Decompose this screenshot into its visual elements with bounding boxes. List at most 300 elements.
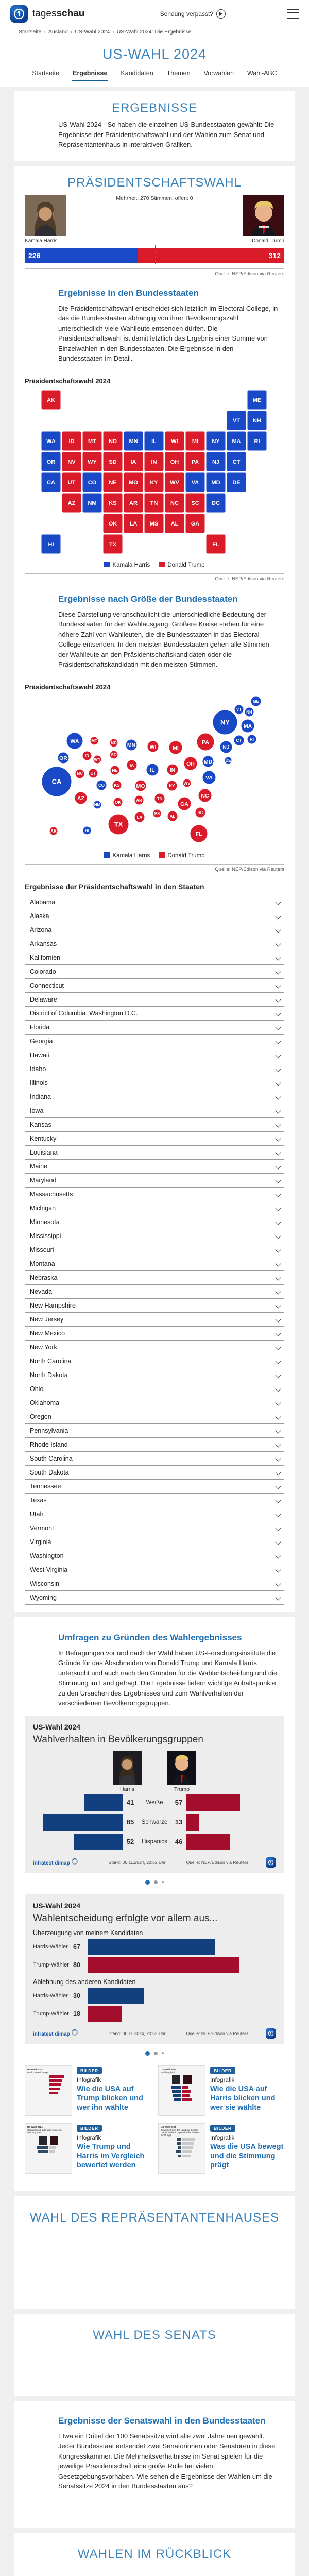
svg-text:DE: DE: [225, 758, 231, 762]
state-accordion-row-louisiana[interactable]: [25, 1145, 284, 1159]
map-state-ND[interactable]: [103, 431, 123, 451]
state-name: Oregon: [30, 1413, 52, 1420]
teaser-title[interactable]: Was die USA bewegt und die Stimmung prägt: [210, 2142, 284, 2170]
trump-bar: [186, 1834, 230, 1850]
state-accordion-row-north-carolina[interactable]: [25, 1354, 284, 1368]
map-state-SD[interactable]: [103, 452, 123, 471]
state-name: Oklahoma: [30, 1399, 59, 1406]
map-state-MI[interactable]: [185, 431, 205, 451]
svg-text:UT: UT: [68, 480, 76, 486]
svg-text:IN: IN: [151, 459, 157, 465]
map-state-CA[interactable]: [41, 472, 61, 492]
group-label: Hispanics: [138, 1839, 171, 1845]
trump-value: 13: [171, 1818, 186, 1826]
teaser-thumbnail[interactable]: [158, 2065, 205, 2116]
teaser-kicker: Infografik: [77, 2135, 151, 2141]
harris-bar: [84, 1794, 123, 1811]
state-accordion-row-tennessee[interactable]: [25, 1479, 284, 1493]
carousel-dot-2[interactable]: [154, 2052, 158, 2055]
state-accordion-row-minnesota[interactable]: [25, 1215, 284, 1229]
carousel-dot-2[interactable]: [154, 1880, 158, 1884]
state-accordion-row-missouri[interactable]: [25, 1243, 284, 1257]
demographics-chart-card: [25, 1716, 284, 1873]
state-accordion-row-alaska[interactable]: [25, 909, 284, 923]
thumb-bars: [27, 2075, 70, 2095]
chevron-down-icon: [275, 1511, 281, 1517]
senate-results-text: Etwa ein Drittel der 100 Senatssitze wird alle zwei Jahre neu gewählt. Jeder Bundesstaat entsendet zwei Senatorinnen oder Senatoren in diese Kongresskammer. Die Mehrheitsverhältnisse im Senat spielen für die jeweilige Präsidentschaft eine große Rolle bei vielen Gesetzgebungsvorhaben. Wie sehen die Ergebnisse der Wahlen um die Senatssitze 2024 in den Bundesstaaten aus?: [58, 2431, 279, 2492]
map-state-KS[interactable]: [103, 493, 123, 513]
bubble-state-CO[interactable]: [96, 780, 107, 790]
svg-text:CT: CT: [233, 459, 241, 465]
state-accordion-row-idaho[interactable]: [25, 1062, 284, 1076]
svg-text:SC: SC: [197, 810, 203, 815]
map-state-NC[interactable]: [165, 493, 184, 513]
bubble-state-ND[interactable]: [110, 739, 118, 747]
chevron-down-icon: [275, 1525, 281, 1531]
map-state-NM[interactable]: [82, 493, 102, 513]
svg-text:MO: MO: [129, 480, 138, 486]
teaser-1: [25, 2065, 151, 2116]
state-accordion-row-ohio[interactable]: [25, 1382, 284, 1396]
head-to-head: [14, 191, 295, 244]
bubble-state-DE[interactable]: [225, 757, 232, 764]
group-label: Schwarze: [138, 1819, 171, 1825]
bubble-state-MS[interactable]: [153, 809, 161, 818]
harris-bar: [74, 1834, 123, 1850]
thumb-text: Profilvergleich: [161, 2071, 203, 2074]
state-accordion-row-alabama[interactable]: [25, 895, 284, 909]
teaser-thumbnail[interactable]: [25, 2065, 72, 2116]
bubble-state-WV[interactable]: [183, 779, 191, 787]
breadcrumb-item-2[interactable]: Ausland: [48, 29, 68, 35]
bubble-state-HI[interactable]: [83, 826, 91, 835]
state-name: Nevada: [30, 1288, 52, 1295]
state-accordion-row-south-carolina[interactable]: [25, 1451, 284, 1465]
voter-label: Harris-Wähler: [33, 1944, 73, 1950]
chevron-down-icon: [275, 1163, 281, 1169]
bubble-state-IN[interactable]: [167, 764, 178, 775]
svg-text:MI: MI: [192, 438, 198, 445]
map-state-CO[interactable]: [82, 472, 102, 492]
map-state-MS[interactable]: [144, 514, 164, 533]
bubble-state-AZ[interactable]: [75, 792, 87, 804]
map-state-IL[interactable]: [144, 431, 164, 451]
svg-text:VT: VT: [236, 707, 242, 711]
state-name: Maryland: [30, 1177, 56, 1184]
svg-text:MS: MS: [150, 521, 159, 527]
map-state-IA[interactable]: [124, 452, 143, 471]
svg-text:MD: MD: [211, 480, 220, 486]
svg-text:IL: IL: [151, 438, 157, 445]
thumb-bars: [27, 2146, 70, 2154]
breadcrumb-item-1[interactable]: Startseite: [19, 29, 41, 35]
svg-text:NY: NY: [212, 438, 220, 445]
teaser-text: [210, 2123, 284, 2174]
chevron-down-icon: [275, 1205, 281, 1211]
svg-text:NE: NE: [109, 480, 116, 486]
state-accordion-row-georgia[interactable]: [25, 1034, 284, 1048]
svg-text:WI: WI: [171, 438, 178, 445]
state-name: Missouri: [30, 1246, 54, 1253]
chevron-down-icon: [275, 1261, 281, 1266]
infratest-dimap-logo: infratest dimap: [33, 1858, 78, 1866]
bubble-state-TN[interactable]: [154, 793, 165, 804]
chevron-down-icon: [275, 1400, 281, 1405]
state-accordion-row-massachusetts[interactable]: [25, 1187, 284, 1201]
svg-text:IL: IL: [150, 767, 155, 773]
map-state-AL[interactable]: [165, 514, 184, 533]
bubble-state-ME[interactable]: [251, 696, 261, 706]
bubble-state-NV[interactable]: [75, 769, 84, 778]
map-state-MO[interactable]: [124, 472, 143, 492]
chevron-down-icon: [275, 1038, 281, 1044]
state-accordion-row-new-york[interactable]: [25, 1340, 284, 1354]
svg-text:NV: NV: [67, 459, 76, 465]
state-accordion-row-new-jersey[interactable]: [25, 1312, 284, 1326]
bubble-state-IA[interactable]: [127, 760, 137, 770]
state-accordion-row-kentucky[interactable]: [25, 1131, 284, 1145]
map-state-PA[interactable]: [185, 452, 205, 471]
bubble-state-MA[interactable]: [241, 719, 254, 733]
svg-text:KS: KS: [114, 783, 120, 787]
svg-text:OR: OR: [59, 755, 67, 761]
sendung-verpasst-link[interactable]: [160, 9, 226, 19]
bubble-state-NJ[interactable]: [220, 741, 232, 753]
carousel-dot-1[interactable]: [145, 2051, 150, 2056]
map-state-NY[interactable]: [206, 431, 226, 451]
map-state-NE[interactable]: [103, 472, 123, 492]
chevron-down-icon: [275, 1414, 281, 1419]
svg-text:KY: KY: [150, 480, 158, 486]
map-state-ME[interactable]: [247, 390, 267, 410]
bubble-state-NH[interactable]: [245, 707, 254, 717]
map-state-UT[interactable]: [62, 472, 81, 492]
trump-bar: [186, 1794, 240, 1811]
map-state-MD[interactable]: [206, 472, 226, 492]
carousel-dot-3[interactable]: [162, 2052, 164, 2054]
teaser-thumbnail[interactable]: [158, 2123, 205, 2174]
map-state-NH[interactable]: [247, 411, 267, 430]
state-accordion-row-kansas[interactable]: [25, 1117, 284, 1131]
state-accordion-row-west-virginia[interactable]: [25, 1563, 284, 1577]
demo-row-hispanics: [33, 1833, 276, 1851]
state-accordion-row-montana[interactable]: [25, 1257, 284, 1270]
bubble-state-PA[interactable]: [197, 733, 214, 751]
svg-text:WV: WV: [170, 480, 179, 486]
bubble-state-KY[interactable]: [167, 781, 177, 791]
svg-text:CA: CA: [47, 480, 55, 486]
chevron-down-icon: [275, 1010, 281, 1016]
bubble-state-TX[interactable]: [108, 814, 129, 835]
bubble-state-VA[interactable]: [202, 771, 216, 784]
bubble-state-AR[interactable]: [134, 795, 144, 805]
chevron-down-icon: [275, 1455, 281, 1461]
breadcrumb-separator: ›: [71, 29, 73, 35]
svg-text:ME: ME: [253, 699, 260, 703]
state-accordion-row-washington[interactable]: [25, 1549, 284, 1563]
harris-bar: [43, 1814, 123, 1831]
review-title: WAHLEN IM RÜCKBLICK: [14, 2533, 295, 2566]
results-intro-card: [14, 91, 295, 161]
chevron-down-icon: [275, 1595, 281, 1600]
bubble-state-ID[interactable]: [82, 751, 92, 760]
bilder-badge: BILDER: [77, 2125, 102, 2132]
map-state-VT[interactable]: [227, 411, 246, 430]
bubble-state-VT[interactable]: [234, 705, 244, 714]
state-name: New Jersey: [30, 1316, 63, 1323]
state-name: Mississippi: [30, 1232, 61, 1240]
bubble-state-CT[interactable]: [234, 735, 244, 745]
bubble-state-RI[interactable]: [247, 735, 256, 744]
state-accordion-row-maine[interactable]: [25, 1159, 284, 1173]
state-accordion-row-kalifornien[interactable]: [25, 951, 284, 964]
svg-text:ME: ME: [253, 397, 262, 403]
map-state-WY[interactable]: [82, 452, 102, 471]
state-accordion-row-arizona[interactable]: [25, 923, 284, 937]
map-state-AZ[interactable]: [62, 493, 81, 513]
chevron-down-icon: [275, 1469, 281, 1475]
state-accordion-row-pennsylvania[interactable]: [25, 1423, 284, 1437]
map-state-ID[interactable]: [62, 431, 81, 451]
map-state-HI[interactable]: [41, 534, 61, 554]
state-accordion-row-wisconsin[interactable]: [25, 1577, 284, 1590]
map-state-NJ[interactable]: [206, 452, 226, 471]
tagesschau-logo-icon[interactable]: [10, 5, 28, 23]
map-state-WA[interactable]: [41, 431, 61, 451]
state-accordion-row-florida[interactable]: [25, 1020, 284, 1034]
tab-startseite[interactable]: Startseite: [31, 67, 60, 81]
map-state-IN[interactable]: [144, 452, 164, 471]
map-state-MA[interactable]: [227, 431, 246, 451]
map-state-NV[interactable]: [62, 452, 81, 471]
teaser-thumbnail[interactable]: [25, 2123, 72, 2174]
donald-trump-photo: [243, 195, 284, 236]
map-state-SC[interactable]: [185, 493, 205, 513]
state-accordion-row-indiana[interactable]: [25, 1090, 284, 1104]
svg-text:GA: GA: [180, 801, 188, 807]
bubble-state-AL[interactable]: [167, 811, 178, 821]
map-state-FL[interactable]: [206, 534, 226, 554]
trump-ev-bar: [138, 248, 284, 263]
map-state-GA[interactable]: [185, 514, 205, 533]
map-state-TN[interactable]: [144, 493, 164, 513]
breadcrumb-item-3[interactable]: US-Wahl 2024: [75, 29, 110, 35]
state-accordion-row-virginia[interactable]: [25, 1535, 284, 1549]
state-accordion-row-new-mexico[interactable]: [25, 1326, 284, 1340]
svg-text:NM: NM: [88, 500, 96, 506]
map-state-RI[interactable]: [247, 431, 267, 451]
bubble-state-LA[interactable]: [134, 812, 145, 822]
chevron-down-icon: [275, 1428, 281, 1433]
map-state-OH[interactable]: [165, 452, 184, 471]
svg-text:SD: SD: [109, 459, 116, 465]
harris-color-swatch: [104, 852, 110, 858]
breadcrumb-item-4[interactable]: US-Wahl 2024: Die Ergebnisse: [117, 29, 192, 35]
state-accordion-row-arkansas[interactable]: [25, 937, 284, 951]
bubble-state-NC[interactable]: [198, 789, 212, 802]
state-accordion-row-texas[interactable]: [25, 1493, 284, 1507]
trump-color-swatch: [159, 852, 165, 858]
bubble-state-GA[interactable]: [178, 797, 191, 810]
svg-text:WY: WY: [88, 459, 97, 465]
state-name: West Virginia: [30, 1566, 67, 1573]
svg-text:MN: MN: [127, 742, 135, 748]
teaser-4: [158, 2123, 284, 2174]
chevron-down-icon: [275, 1247, 281, 1252]
svg-text:MA: MA: [244, 723, 252, 729]
state-accordion-row-wyoming[interactable]: [25, 1590, 284, 1604]
chart-a-title: Wahlverhalten in Bevölkerungsgruppen: [33, 1734, 276, 1745]
motivation-row: [33, 1957, 276, 1973]
map-state-CT[interactable]: [227, 452, 246, 471]
rep-bar: [88, 2006, 122, 2022]
bubble-state-MT[interactable]: [90, 737, 98, 745]
state-accordion-row-oklahoma[interactable]: [25, 1396, 284, 1410]
carousel-dot-1[interactable]: [145, 1880, 150, 1885]
bubble-state-SC[interactable]: [195, 807, 205, 818]
state-accordion-row-mississippi[interactable]: [25, 1229, 284, 1243]
bubble-state-FL[interactable]: [190, 825, 208, 842]
state-accordion-row-rhode-island[interactable]: [25, 1437, 284, 1451]
teaser-title[interactable]: Wie Trump und Harris im Vergleich bewertet werden: [77, 2142, 151, 2170]
map-state-WV[interactable]: [165, 472, 184, 492]
tab-wahlabc[interactable]: Wahl-ABC: [246, 67, 278, 81]
value: 80: [73, 1961, 88, 1969]
president-bubble-map[interactable]: [14, 694, 295, 849]
chevron-down-icon: [275, 1191, 281, 1197]
teaser-title[interactable]: Wie die USA auf Harris blicken und wer sie wählte: [210, 2084, 284, 2112]
map-state-MN[interactable]: [124, 431, 143, 451]
bubble-state-CA[interactable]: [42, 767, 72, 796]
state-accordion-row-nebraska[interactable]: [25, 1270, 284, 1284]
president-card: [14, 166, 295, 1612]
teaser-text: [77, 2123, 151, 2174]
bubble-state-MO[interactable]: [135, 780, 146, 791]
tab-vorwahlen[interactable]: Vorwahlen: [203, 67, 235, 81]
tab-kandidaten[interactable]: Kandidaten: [119, 67, 154, 81]
svg-text:NY: NY: [220, 718, 230, 726]
president-state-map[interactable]: [14, 388, 295, 558]
value: 30: [73, 1992, 88, 1999]
state-accordion-row-illinois[interactable]: [25, 1076, 284, 1090]
states-text: Die Präsidentschaftswahl entscheidet sich letztlich im Electoral College, in das die Bundesstaaten abhängig von ihrer Bevölkerungszahl unterschiedlich viele Wahlleute entsenden dürfen. Die Präsidentschaftswahl ist damit letztlich das Ergebnis einer Summe von Einzelwahlen in den Bundesstaaten. Die Ergebnisse in den Bundesstaaten im Detail.: [58, 303, 279, 364]
bubble-state-NY[interactable]: [213, 710, 237, 735]
svg-text:OH: OH: [170, 459, 179, 465]
harris-caption: Kamala Harris: [25, 238, 66, 244]
state-accordion-row-nevada[interactable]: [25, 1284, 284, 1298]
svg-text:VT: VT: [233, 418, 240, 424]
bubble-state-MN[interactable]: [126, 739, 137, 751]
chevron-down-icon: [275, 982, 281, 988]
state-name: New York: [30, 1344, 57, 1351]
svg-text:MT: MT: [91, 738, 97, 743]
bubble-state-NM[interactable]: [93, 801, 101, 809]
brand-wordmark[interactable]: tagesschau: [32, 8, 84, 20]
chart-b-kicker: US-Wahl 2024: [33, 1902, 276, 1910]
map-state-LA[interactable]: [124, 514, 143, 533]
map-state-WI[interactable]: [165, 431, 184, 451]
state-name: Arizona: [30, 926, 52, 934]
bubble-state-NE[interactable]: [110, 766, 119, 775]
bubble-state-WA[interactable]: [66, 733, 83, 749]
map-state-VA[interactable]: [185, 472, 205, 492]
svg-text:AL: AL: [171, 521, 179, 527]
trump-caption: Donald Trump: [243, 238, 284, 244]
state-accordion-row-new-hampshire[interactable]: [25, 1298, 284, 1312]
tab-themen[interactable]: Themen: [166, 67, 192, 81]
map-state-DC[interactable]: [206, 493, 226, 513]
chevron-down-icon: [275, 969, 281, 974]
map-state-KY[interactable]: [144, 472, 164, 492]
bubble-state-SD[interactable]: [110, 751, 118, 759]
bubble-state-UT[interactable]: [89, 769, 98, 778]
svg-text:MS: MS: [154, 811, 161, 816]
map-state-OR[interactable]: [41, 452, 61, 471]
house-card: [14, 2196, 295, 2309]
bubble-state-OH[interactable]: [184, 757, 197, 770]
chart-b-source: Quelle: NEP/Edison via Reuters: [186, 2031, 248, 2036]
trump-value: 46: [171, 1838, 186, 1845]
state-accordion-row-vermont[interactable]: [25, 1521, 284, 1535]
map-state-TX[interactable]: [103, 534, 123, 554]
map-state-MT[interactable]: [82, 431, 102, 451]
thumb-photo: [39, 2136, 47, 2145]
bubble-state-MI[interactable]: [169, 741, 182, 754]
state-accordion-row-hawaii[interactable]: [25, 1048, 284, 1062]
chevron-down-icon: [275, 955, 281, 960]
thumb-bars: [161, 2086, 203, 2102]
state-name: New Mexico: [30, 1330, 65, 1337]
state-accordion-row-michigan[interactable]: [25, 1201, 284, 1215]
state-accordion-row-district-of-columbia--washington-d-c-[interactable]: [25, 1006, 284, 1020]
bubble-state-OR[interactable]: [58, 752, 69, 764]
state-accordion-row-delaware[interactable]: [25, 992, 284, 1006]
svg-text:AZ: AZ: [68, 500, 76, 506]
map-state-DE[interactable]: [227, 472, 246, 492]
state-name: Louisiana: [30, 1149, 58, 1156]
bubble-state-AK[interactable]: [49, 827, 58, 835]
state-accordion-row-north-dakota[interactable]: [25, 1368, 284, 1382]
chevron-down-icon: [275, 1344, 281, 1350]
bilder-badge: BILDER: [77, 2067, 102, 2074]
breadcrumb-separator: ›: [112, 29, 114, 35]
bubble-state-MD[interactable]: [202, 756, 214, 767]
state-accordion-row-iowa[interactable]: [25, 1104, 284, 1117]
carousel-dot-3[interactable]: [162, 1881, 164, 1883]
state-accordion-row-colorado[interactable]: [25, 964, 284, 978]
hamburger-menu-icon[interactable]: [287, 9, 299, 19]
tab-ergebnisse[interactable]: Ergebnisse: [72, 67, 108, 81]
state-accordion-row-connecticut[interactable]: [25, 978, 284, 992]
state-accordion-row-south-dakota[interactable]: [25, 1465, 284, 1479]
map-state-OK[interactable]: [103, 514, 123, 533]
state-accordion-row-maryland[interactable]: [25, 1173, 284, 1187]
bubble-state-KS[interactable]: [112, 781, 122, 790]
map-state-AR[interactable]: [124, 493, 143, 513]
state-accordion-row-oregon[interactable]: [25, 1410, 284, 1423]
group-heading: Ablehnung des anderen Kandidaten: [33, 1978, 276, 1986]
bubble-state-OK[interactable]: [113, 798, 123, 807]
bubble-state-WI[interactable]: [147, 741, 159, 752]
bubble-state-WY[interactable]: [93, 755, 101, 764]
map-state-AK[interactable]: [41, 390, 61, 410]
demo-row-weiße: [33, 1793, 276, 1812]
senate-results-card: [14, 2401, 295, 2528]
bubble-state-IL[interactable]: [146, 764, 159, 776]
teaser-title[interactable]: Wie die USA auf Trump blicken und wer ihn wählte: [77, 2084, 151, 2112]
state-accordion-row-utah[interactable]: [25, 1507, 284, 1521]
state-name: Wyoming: [30, 1594, 57, 1601]
